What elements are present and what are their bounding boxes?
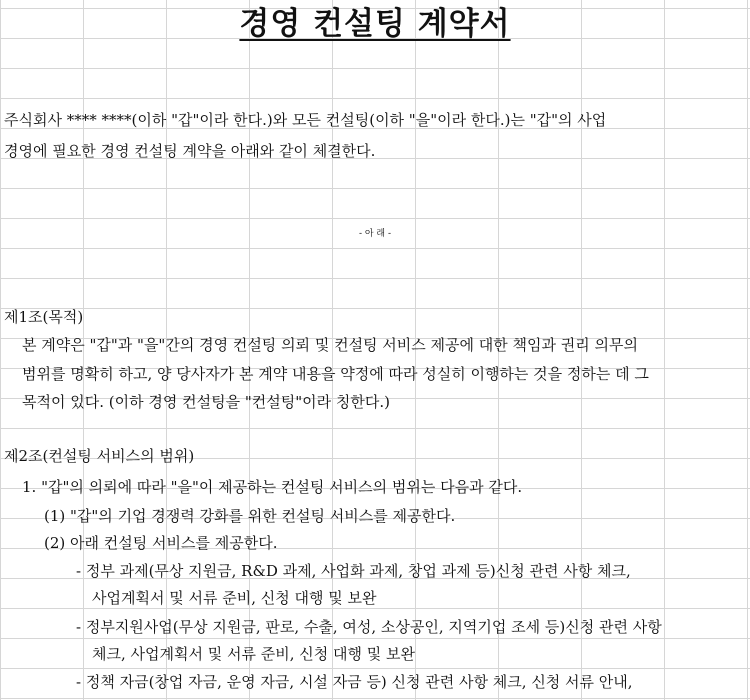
document-title: 경영 컨설팅 계약서 (239, 6, 511, 42)
article1-heading: 제1조(목적) (4, 308, 84, 326)
article2-heading: 제2조(컨설팅 서비스의 범위) (4, 447, 195, 465)
bullet-line-4: 체크, 사업계획서 및 서류 준비, 신청 대행 및 보완 (92, 645, 415, 663)
bullet-line-5: - 정책 자금(창업 자금, 운영 자금, 시설 자금 등) 신청 관련 사항 체크, 신청 서류 안내, (76, 673, 633, 691)
intro-line-2: 경영에 필요한 경영 컨설팅 계약을 아래와 같이 체결한다. (4, 142, 376, 160)
bullet-line-3: - 정부지원사업(무상 지원금, 판로, 수출, 여성, 소상공인, 지역기업 조세 등)신청 관련 사항 (76, 618, 662, 636)
intro-line-1: 주식회사 **** ****(이하 "갑"이라 한다.)와 모든 컨설팅(이하 "을"이라 한다.)는 "갑"의 사업 (4, 111, 607, 129)
below-marker: - 아 래 - (358, 229, 392, 239)
article2-sub-item-1: (1) "갑"의 기업 경쟁력 강화를 위한 컨설팅 서비스를 제공한다. (44, 507, 456, 525)
article1-body-line-2: 범위를 명확히 하고, 양 당사자가 본 계약 내용을 약정에 따라 성실히 이행하는 것을 정하는 데 그 (22, 365, 649, 383)
article1-body-line-3: 목적이 있다. (이하 경영 컨설팅을 "컨설팅"이라 칭한다.) (22, 393, 390, 411)
article2-item-1: 1. "갑"의 의뢰에 따라 "을"이 제공하는 컨설팅 서비스의 범위는 다음과 같다. (22, 478, 523, 496)
bullet-line-2: 사업계획서 및 서류 준비, 신청 대행 및 보완 (92, 589, 377, 607)
article1-body-line-1: 본 계약은 "갑"과 "을"간의 경영 컨설팅 의뢰 및 컨설팅 서비스 제공에 대한 책임과 권리 의무의 (22, 336, 638, 354)
article2-sub-item-2: (2) 아래 컨설팅 서비스를 제공한다. (44, 534, 278, 552)
bullet-line-1: - 정부 과제(무상 지원금, R&D 과제, 사업화 과제, 창업 과제 등)신청 관련 사항 체크, (76, 562, 631, 580)
